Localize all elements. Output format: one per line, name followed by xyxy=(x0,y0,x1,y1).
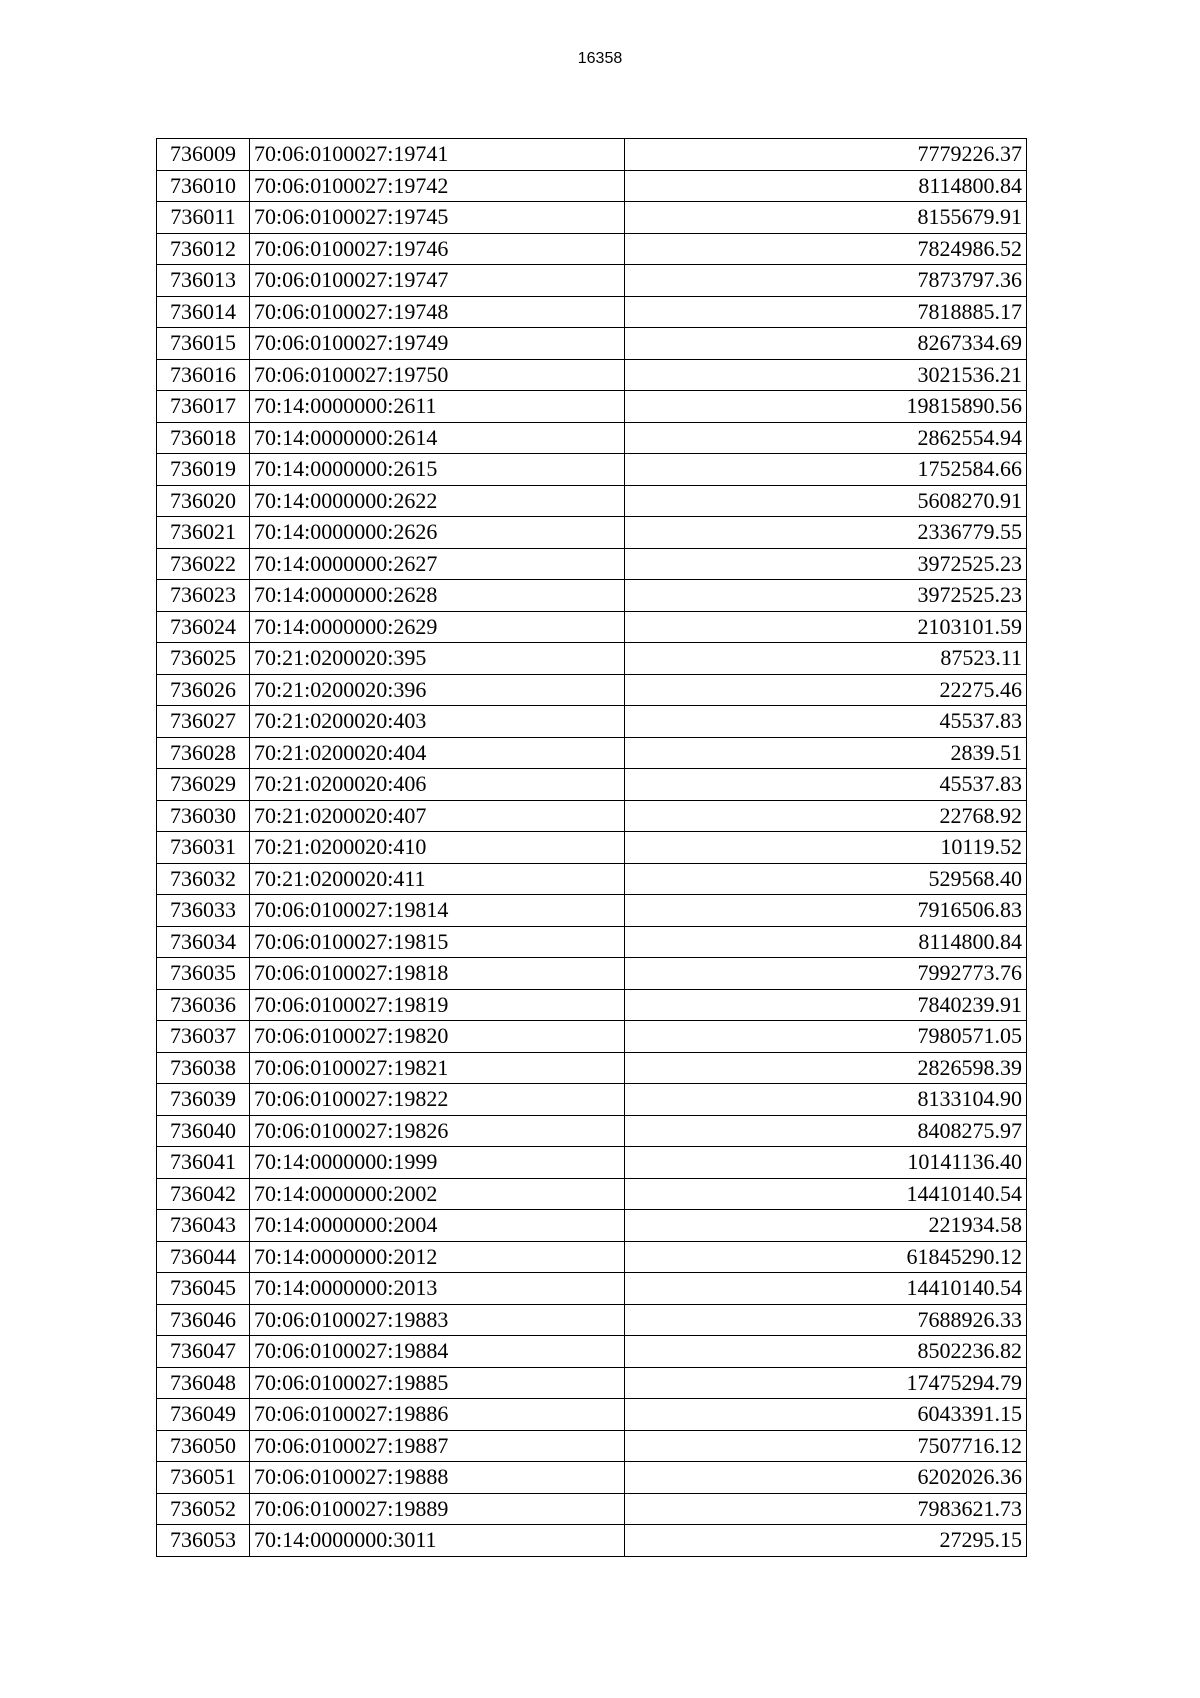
cadastral-number-cell: 70:06:0100027:19887 xyxy=(250,1430,625,1462)
table-body xyxy=(157,139,1027,1557)
cadastral-number-cell: 70:21:0200020:410 xyxy=(250,832,625,864)
cadastral-value-cell: 2336779.55 xyxy=(625,517,1027,549)
cadastral-value-cell: 2103101.59 xyxy=(625,611,1027,643)
row-number-cell: 736041 xyxy=(157,1147,250,1179)
cadastral-value-cell: 529568.40 xyxy=(625,863,1027,895)
table-row xyxy=(157,202,1027,234)
cadastral-number-cell: 70:21:0200020:411 xyxy=(250,863,625,895)
cadastral-value-cell: 10119.52 xyxy=(625,832,1027,864)
cadastral-value-cell: 1752584.66 xyxy=(625,454,1027,486)
cadastral-value-cell: 7992773.76 xyxy=(625,958,1027,990)
cadastral-value-cell: 6202026.36 xyxy=(625,1462,1027,1494)
row-number-cell: 736019 xyxy=(157,454,250,486)
cadastral-value-cell: 8114800.84 xyxy=(625,170,1027,202)
row-number-cell: 736040 xyxy=(157,1115,250,1147)
cadastral-number-cell: 70:06:0100027:19885 xyxy=(250,1367,625,1399)
table-row xyxy=(157,611,1027,643)
table-row xyxy=(157,1115,1027,1147)
cadastral-number-cell: 70:21:0200020:406 xyxy=(250,769,625,801)
cadastral-number-cell: 70:06:0100027:19819 xyxy=(250,989,625,1021)
row-number-cell: 736028 xyxy=(157,737,250,769)
table-row xyxy=(157,139,1027,171)
row-number-cell: 736052 xyxy=(157,1493,250,1525)
row-number-cell: 736017 xyxy=(157,391,250,423)
row-number-cell: 736037 xyxy=(157,1021,250,1053)
table-row xyxy=(157,1241,1027,1273)
cadastral-value-cell: 10141136.40 xyxy=(625,1147,1027,1179)
cadastral-number-cell: 70:14:0000000:1999 xyxy=(250,1147,625,1179)
cadastral-value-cell: 7873797.36 xyxy=(625,265,1027,297)
cadastral-number-cell: 70:06:0100027:19745 xyxy=(250,202,625,234)
row-number-cell: 736026 xyxy=(157,674,250,706)
cadastral-value-cell: 8267334.69 xyxy=(625,328,1027,360)
table-row xyxy=(157,706,1027,738)
cadastral-number-cell: 70:14:0000000:2627 xyxy=(250,548,625,580)
row-number-cell: 736013 xyxy=(157,265,250,297)
cadastral-value-cell: 8502236.82 xyxy=(625,1336,1027,1368)
row-number-cell: 736023 xyxy=(157,580,250,612)
table-row xyxy=(157,517,1027,549)
cadastral-number-cell: 70:14:0000000:2012 xyxy=(250,1241,625,1273)
table-row xyxy=(157,485,1027,517)
table-row xyxy=(157,1147,1027,1179)
table-row xyxy=(157,1399,1027,1431)
cadastral-number-cell: 70:06:0100027:19888 xyxy=(250,1462,625,1494)
cadastral-number-cell: 70:14:0000000:2004 xyxy=(250,1210,625,1242)
cadastral-value-cell: 2839.51 xyxy=(625,737,1027,769)
cadastral-value-cell: 22768.92 xyxy=(625,800,1027,832)
row-number-cell: 736051 xyxy=(157,1462,250,1494)
cadastral-value-cell: 3972525.23 xyxy=(625,580,1027,612)
row-number-cell: 736034 xyxy=(157,926,250,958)
cadastral-value-cell: 3021536.21 xyxy=(625,359,1027,391)
table-row xyxy=(157,328,1027,360)
table-row xyxy=(157,548,1027,580)
cadastral-number-cell: 70:06:0100027:19746 xyxy=(250,233,625,265)
cadastral-value-cell: 6043391.15 xyxy=(625,1399,1027,1431)
table-row xyxy=(157,895,1027,927)
row-number-cell: 736047 xyxy=(157,1336,250,1368)
page-number: 16358 xyxy=(577,50,623,67)
cadastral-value-cell: 3972525.23 xyxy=(625,548,1027,580)
cadastral-value-cell: 7916506.83 xyxy=(625,895,1027,927)
row-number-cell: 736045 xyxy=(157,1273,250,1305)
table-row xyxy=(157,1084,1027,1116)
row-number-cell: 736021 xyxy=(157,517,250,549)
cadastral-number-cell: 70:14:0000000:2629 xyxy=(250,611,625,643)
cadastral-value-cell: 7824986.52 xyxy=(625,233,1027,265)
row-number-cell: 736036 xyxy=(157,989,250,1021)
row-number-cell: 736044 xyxy=(157,1241,250,1273)
cadastral-number-cell: 70:14:0000000:3011 xyxy=(250,1525,625,1557)
cadastral-value-cell: 87523.11 xyxy=(625,643,1027,675)
cadastral-value-cell: 7840239.91 xyxy=(625,989,1027,1021)
cadastral-value-cell: 7779226.37 xyxy=(625,139,1027,171)
table-row xyxy=(157,1273,1027,1305)
cadastral-number-cell: 70:14:0000000:2614 xyxy=(250,422,625,454)
table-row xyxy=(157,1525,1027,1557)
cadastral-number-cell: 70:06:0100027:19748 xyxy=(250,296,625,328)
cadastral-value-cell: 7688926.33 xyxy=(625,1304,1027,1336)
cadastral-number-cell: 70:06:0100027:19742 xyxy=(250,170,625,202)
cadastral-number-cell: 70:21:0200020:395 xyxy=(250,643,625,675)
cadastral-number-cell: 70:21:0200020:404 xyxy=(250,737,625,769)
cadastral-number-cell: 70:06:0100027:19820 xyxy=(250,1021,625,1053)
table-row xyxy=(157,422,1027,454)
cadastral-number-cell: 70:14:0000000:2615 xyxy=(250,454,625,486)
table-row xyxy=(157,233,1027,265)
row-number-cell: 736009 xyxy=(157,139,250,171)
cadastral-number-cell: 70:21:0200020:396 xyxy=(250,674,625,706)
cadastral-number-cell: 70:06:0100027:19747 xyxy=(250,265,625,297)
table-row xyxy=(157,1336,1027,1368)
row-number-cell: 736016 xyxy=(157,359,250,391)
table-row xyxy=(157,863,1027,895)
row-number-cell: 736042 xyxy=(157,1178,250,1210)
row-number-cell: 736011 xyxy=(157,202,250,234)
row-number-cell: 736043 xyxy=(157,1210,250,1242)
row-number-cell: 736050 xyxy=(157,1430,250,1462)
table-row xyxy=(157,769,1027,801)
table-row xyxy=(157,391,1027,423)
table-row xyxy=(157,832,1027,864)
table-row xyxy=(157,454,1027,486)
row-number-cell: 736014 xyxy=(157,296,250,328)
row-number-cell: 736018 xyxy=(157,422,250,454)
table-row xyxy=(157,674,1027,706)
cadastral-value-cell: 8408275.97 xyxy=(625,1115,1027,1147)
row-number-cell: 736031 xyxy=(157,832,250,864)
row-number-cell: 736012 xyxy=(157,233,250,265)
cadastral-number-cell: 70:06:0100027:19814 xyxy=(250,895,625,927)
cadastral-value-cell: 45537.83 xyxy=(625,769,1027,801)
table-row xyxy=(157,737,1027,769)
row-number-cell: 736027 xyxy=(157,706,250,738)
cadastral-number-cell: 70:06:0100027:19883 xyxy=(250,1304,625,1336)
row-number-cell: 736020 xyxy=(157,485,250,517)
row-number-cell: 736049 xyxy=(157,1399,250,1431)
cadastral-value-cell: 7983621.73 xyxy=(625,1493,1027,1525)
cadastral-value-cell: 45537.83 xyxy=(625,706,1027,738)
row-number-cell: 736010 xyxy=(157,170,250,202)
row-number-cell: 736033 xyxy=(157,895,250,927)
table-row xyxy=(157,1178,1027,1210)
row-number-cell: 736039 xyxy=(157,1084,250,1116)
cadastral-number-cell: 70:06:0100027:19886 xyxy=(250,1399,625,1431)
row-number-cell: 736022 xyxy=(157,548,250,580)
cadastral-value-cell: 8114800.84 xyxy=(625,926,1027,958)
table-row xyxy=(157,958,1027,990)
table-row xyxy=(157,1052,1027,1084)
table-row xyxy=(157,1462,1027,1494)
row-number-cell: 736048 xyxy=(157,1367,250,1399)
cadastral-number-cell: 70:06:0100027:19818 xyxy=(250,958,625,990)
cadastral-value-cell: 7507716.12 xyxy=(625,1430,1027,1462)
table-row xyxy=(157,170,1027,202)
cadastral-number-cell: 70:06:0100027:19889 xyxy=(250,1493,625,1525)
table-row xyxy=(157,1430,1027,1462)
table-row xyxy=(157,580,1027,612)
cadastral-number-cell: 70:14:0000000:2002 xyxy=(250,1178,625,1210)
row-number-cell: 736030 xyxy=(157,800,250,832)
cadastral-number-cell: 70:06:0100027:19826 xyxy=(250,1115,625,1147)
cadastral-value-cell: 14410140.54 xyxy=(625,1178,1027,1210)
cadastral-value-table xyxy=(156,138,1027,1557)
table-row xyxy=(157,265,1027,297)
cadastral-value-cell: 221934.58 xyxy=(625,1210,1027,1242)
cadastral-number-cell: 70:06:0100027:19750 xyxy=(250,359,625,391)
table-row xyxy=(157,296,1027,328)
row-number-cell: 736025 xyxy=(157,643,250,675)
cadastral-value-cell: 14410140.54 xyxy=(625,1273,1027,1305)
cadastral-value-cell: 7818885.17 xyxy=(625,296,1027,328)
cadastral-number-cell: 70:14:0000000:2628 xyxy=(250,580,625,612)
cadastral-value-cell: 8155679.91 xyxy=(625,202,1027,234)
table-row xyxy=(157,926,1027,958)
row-number-cell: 736053 xyxy=(157,1525,250,1557)
cadastral-value-cell: 61845290.12 xyxy=(625,1241,1027,1273)
row-number-cell: 736046 xyxy=(157,1304,250,1336)
cadastral-value-cell: 5608270.91 xyxy=(625,485,1027,517)
cadastral-value-cell: 22275.46 xyxy=(625,674,1027,706)
table-row xyxy=(157,359,1027,391)
cadastral-number-cell: 70:06:0100027:19822 xyxy=(250,1084,625,1116)
row-number-cell: 736038 xyxy=(157,1052,250,1084)
table-row xyxy=(157,989,1027,1021)
cadastral-number-cell: 70:14:0000000:2013 xyxy=(250,1273,625,1305)
cadastral-value-cell: 17475294.79 xyxy=(625,1367,1027,1399)
table-row xyxy=(157,1493,1027,1525)
cadastral-value-cell: 27295.15 xyxy=(625,1525,1027,1557)
row-number-cell: 736029 xyxy=(157,769,250,801)
row-number-cell: 736032 xyxy=(157,863,250,895)
cadastral-number-cell: 70:21:0200020:407 xyxy=(250,800,625,832)
table-row xyxy=(157,1021,1027,1053)
table-row xyxy=(157,800,1027,832)
row-number-cell: 736024 xyxy=(157,611,250,643)
table-row xyxy=(157,1210,1027,1242)
cadastral-value-cell: 8133104.90 xyxy=(625,1084,1027,1116)
cadastral-number-cell: 70:14:0000000:2611 xyxy=(250,391,625,423)
cadastral-number-cell: 70:21:0200020:403 xyxy=(250,706,625,738)
row-number-cell: 736015 xyxy=(157,328,250,360)
cadastral-value-cell: 2826598.39 xyxy=(625,1052,1027,1084)
table-row xyxy=(157,643,1027,675)
cadastral-number-cell: 70:14:0000000:2626 xyxy=(250,517,625,549)
row-number-cell: 736035 xyxy=(157,958,250,990)
table-row xyxy=(157,1367,1027,1399)
cadastral-number-cell: 70:06:0100027:19815 xyxy=(250,926,625,958)
cadastral-value-cell: 2862554.94 xyxy=(625,422,1027,454)
cadastral-number-cell: 70:06:0100027:19884 xyxy=(250,1336,625,1368)
cadastral-number-cell: 70:06:0100027:19821 xyxy=(250,1052,625,1084)
cadastral-number-cell: 70:14:0000000:2622 xyxy=(250,485,625,517)
cadastral-number-cell: 70:06:0100027:19741 xyxy=(250,139,625,171)
cadastral-value-cell: 19815890.56 xyxy=(625,391,1027,423)
cadastral-value-cell: 7980571.05 xyxy=(625,1021,1027,1053)
cadastral-number-cell: 70:06:0100027:19749 xyxy=(250,328,625,360)
table-row xyxy=(157,1304,1027,1336)
